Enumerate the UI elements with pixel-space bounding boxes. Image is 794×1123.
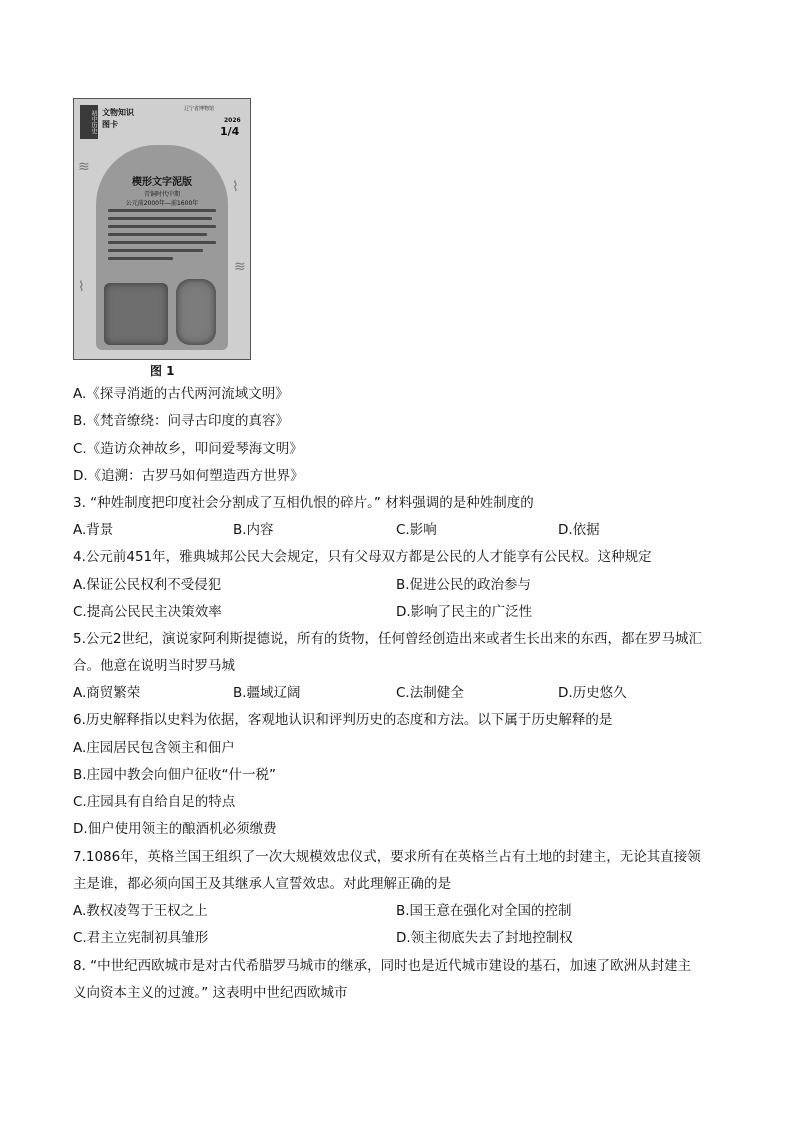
figure-brand: 辽宁省博物馆 (184, 106, 215, 112)
q6-stem: 6.历史解释指以史料为依据，客观地认识和评判历史的态度和方法。以下属于历史解释的是 (73, 712, 613, 728)
q7-option-a: A.教权凌驾于王权之上 (73, 903, 208, 919)
figure-issue: 1/4 (220, 125, 240, 138)
q7-option-b: B.国王意在强化对全国的控制 (396, 903, 572, 919)
figure-heading-2: 图卡 (102, 120, 118, 129)
q6-option-d: D.佃户使用领主的酿酒机必须缴费 (73, 821, 277, 837)
q2-option-a: A.《探寻消逝的古代两河流域文明》 (73, 386, 289, 402)
q5-stem: 5.公元2世纪，演说家阿利斯提德说，所有的货物，任何曾经创造出来或者生长出来的东西，都在罗马城汇 (73, 631, 702, 647)
q5-stem-cont: 合。他意在说明当时罗马城 (73, 658, 235, 674)
q4-option-b: B.促进公民的政治参与 (396, 577, 532, 593)
q5-option-b: B.疆域辽阔 (233, 685, 301, 701)
artifact-period: 青铜时代中期 (143, 191, 180, 198)
q7-option-d: D.领主彻底失去了封地控制权 (396, 930, 573, 946)
q3-option-d: D.依据 (558, 522, 600, 538)
q7-stem-cont: 主是谁，都必须向国王及其继承人宣誓效忠。对此理解正确的是 (73, 876, 451, 892)
clay-cylinder-image (176, 279, 216, 345)
q4-stem: 4.公元前451年，雅典城邦公民大会规定，只有父母双方都是公民的人才能享有公民权。这种规定 (73, 549, 652, 565)
figure-year: 2026 (224, 117, 241, 124)
background-glyph: ≋ (78, 159, 90, 175)
q4-option-c: C.提高公民民主决策效率 (73, 604, 222, 620)
q7-option-c: C.君主立宪制初具雏形 (73, 930, 209, 946)
q8-stem-cont: 义向资本主义的过渡。” 这表明中世纪西欧城市 (73, 985, 348, 1001)
figure-heading: 文物知识 (102, 108, 134, 117)
q2-option-b: B.《梵音缭绕：问寻古印度的真容》 (73, 413, 290, 429)
q3-option-c: C.影响 (396, 522, 437, 538)
figure-tag: 初中历史 (80, 105, 98, 139)
q2-option-c: C.《造访众神故乡，叩问爱琴海文明》 (73, 441, 303, 457)
artifact-description (108, 209, 216, 265)
q8-stem: 8. “中世纪西欧城市是对古代希腊罗马城市的继承，同时也是近代城市建设的基石，加速了欧洲从封建主 (73, 958, 692, 974)
background-glyph: ⌇ (232, 179, 239, 195)
q5-option-a: A.商贸繁荣 (73, 685, 141, 701)
q4-option-d: D.影响了民主的广泛性 (396, 604, 533, 620)
q3-option-b: B.内容 (233, 522, 274, 538)
figure-image (73, 98, 251, 360)
q2-option-d: D.《追溯：古罗马如何塑造西方世界》 (73, 468, 304, 484)
q6-option-c: C.庄园具有自给自足的特点 (73, 794, 236, 810)
q3-stem: 3. “种姓制度把印度社会分割成了互相仇恨的碎片。” 材料强调的是种姓制度的 (73, 495, 534, 511)
q5-option-d: D.历史悠久 (558, 685, 627, 701)
figure-caption: 图 1 (150, 364, 175, 378)
background-glyph: ≋ (234, 259, 246, 275)
q7-stem: 7.1086年，英格兰国王组织了一次大规模效忠仪式，要求所有在英格兰占有土地的封建主，无论其直接领 (73, 849, 701, 865)
q4-option-a: A.保证公民权利不受侵犯 (73, 577, 222, 593)
artifact-date: 公元前2000年—前1600年 (125, 200, 199, 207)
artifact-title: 楔形文字泥版 (132, 177, 192, 188)
clay-tablet-image (104, 283, 168, 345)
background-glyph: ⌇ (78, 279, 85, 295)
artifact-card (96, 145, 228, 350)
q5-option-c: C.法制健全 (396, 685, 464, 701)
q6-option-b: B.庄园中教会向佃户征收“什一税” (73, 767, 277, 783)
q3-option-a: A.背景 (73, 522, 114, 538)
q6-option-a: A.庄园居民包含领主和佃户 (73, 740, 235, 756)
